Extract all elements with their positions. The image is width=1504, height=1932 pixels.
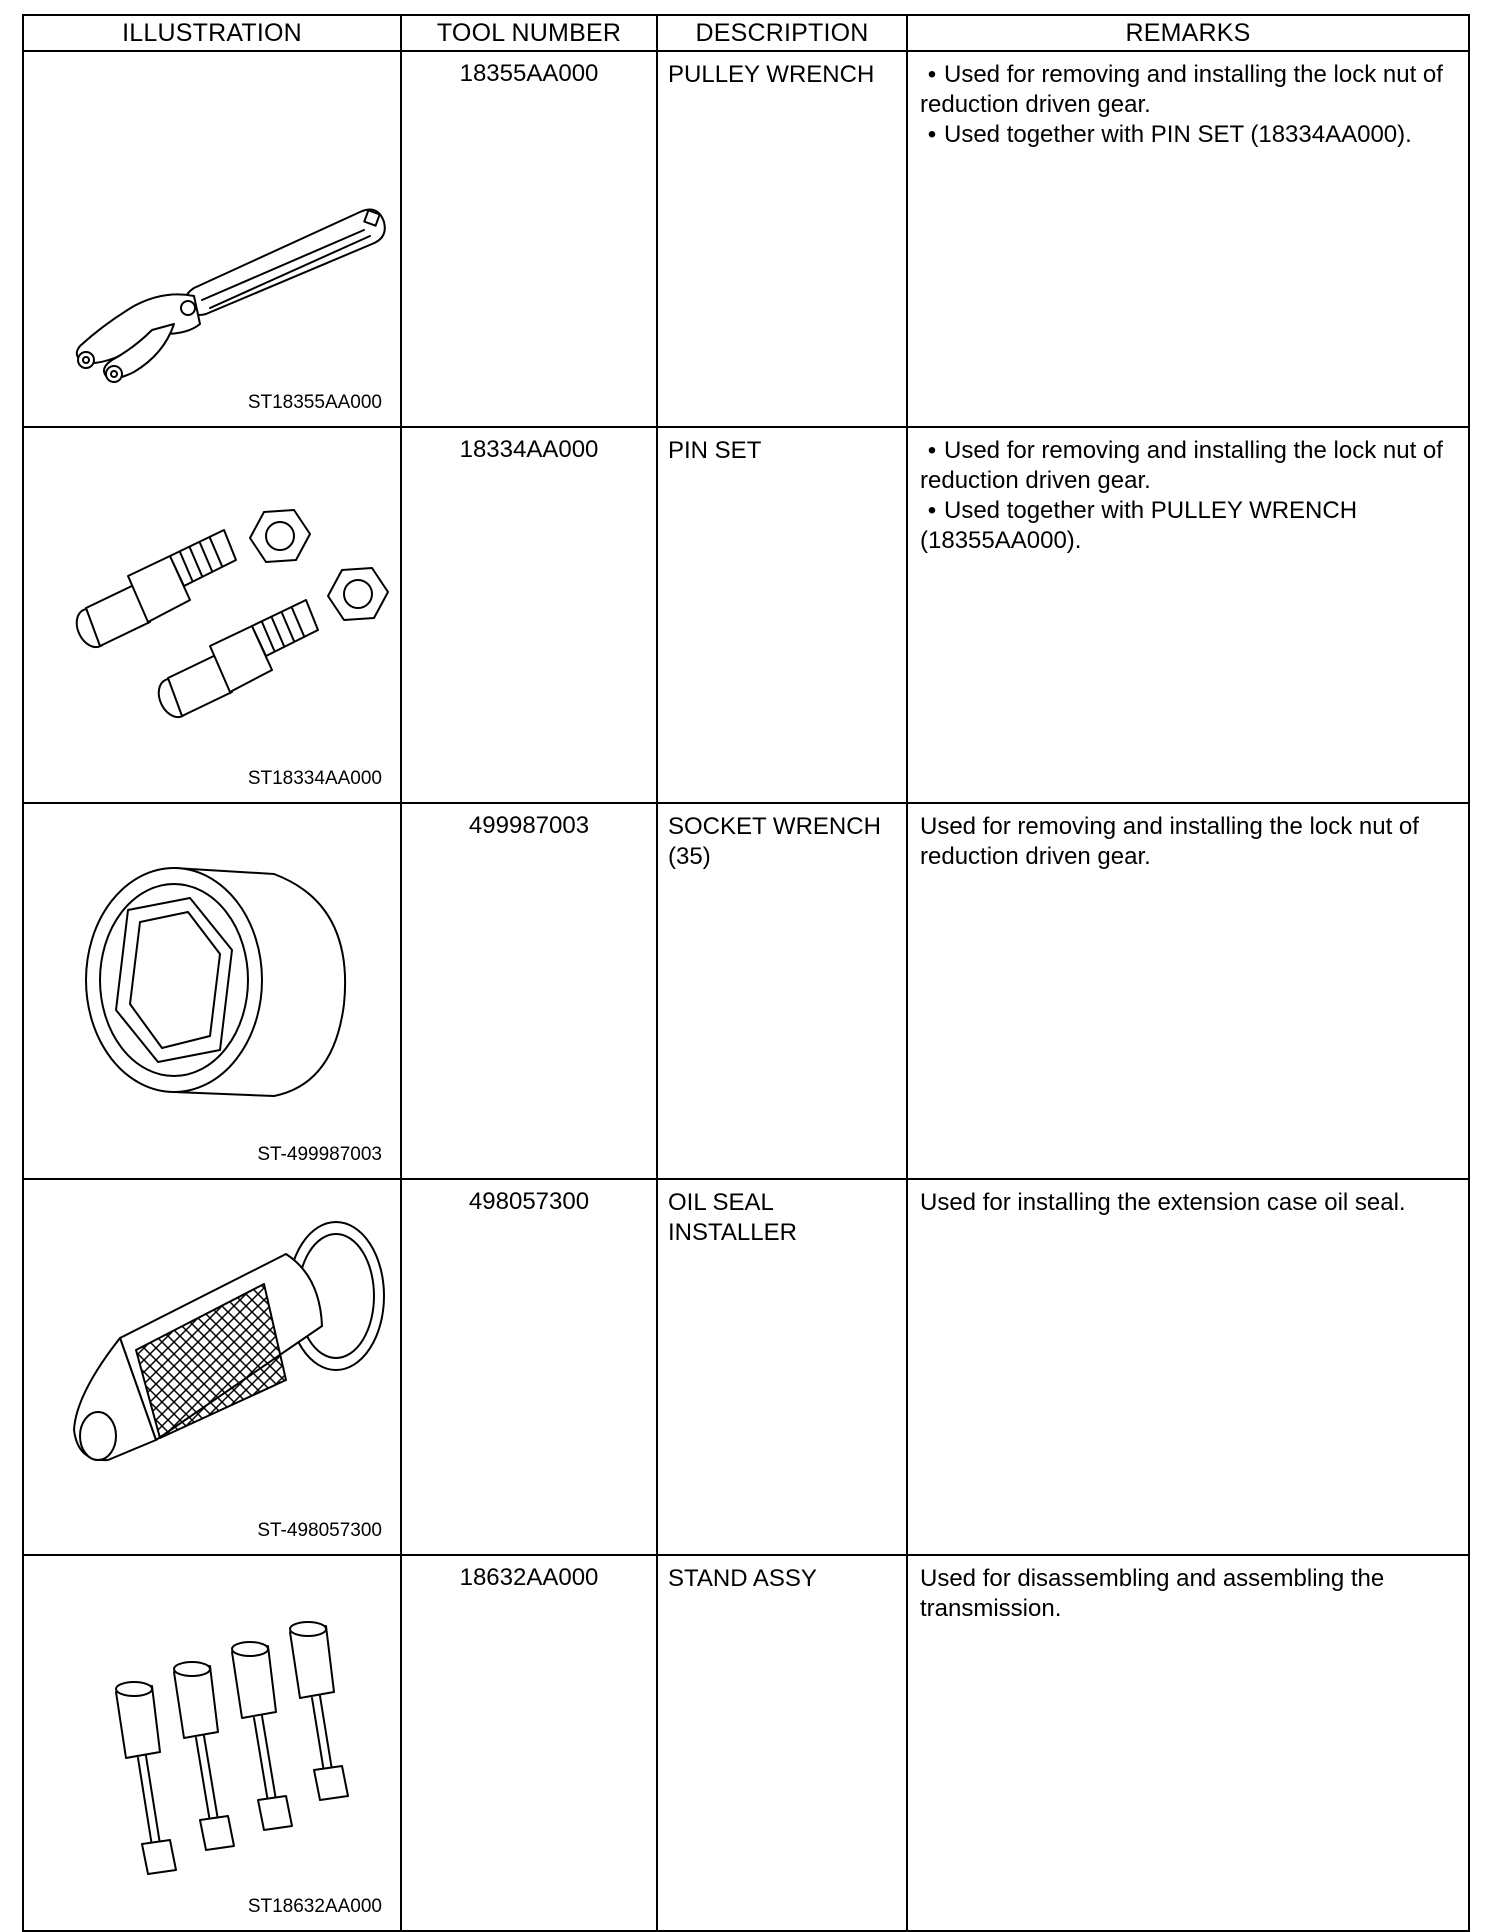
remarks-cell: [907, 1555, 1469, 1931]
pulley-wrench-icon: [24, 52, 402, 418]
illustration-cell: [23, 803, 401, 1179]
tool-description: PULLEY WRENCH: [657, 51, 907, 427]
table-row: [23, 1179, 1469, 1555]
table-row: [23, 803, 1469, 1179]
tool-description: PIN SET: [657, 427, 907, 803]
tool-description: SOCKET WRENCH (35): [657, 803, 907, 1179]
tool-number: 498057300: [401, 1179, 657, 1555]
remarks-cell: [907, 1179, 1469, 1555]
stand-assy-icon: [24, 1556, 402, 1922]
remark-item: • Used for removing and installing the lock nut of reduction driven gear.: [920, 60, 1456, 120]
remark-item: • Used together with PIN SET (18334AA000).: [920, 120, 1456, 150]
oil-seal-installer-icon: [24, 1180, 402, 1546]
illustration-code: ST-498057300: [257, 1520, 382, 1541]
header-remarks: REMARKS: [907, 15, 1469, 51]
header-tool-number: TOOL NUMBER: [401, 15, 657, 51]
header-description: DESCRIPTION: [657, 15, 907, 51]
tool-description: OIL SEAL INSTALLER: [657, 1179, 907, 1555]
tool-number: 18334AA000: [401, 427, 657, 803]
remark-item: Used for removing and installing the lock nut of reduction driven gear.: [920, 813, 1419, 870]
table-row: [23, 1555, 1469, 1931]
socket-wrench-icon: [24, 804, 402, 1170]
remarks-cell: [907, 803, 1469, 1179]
remark-item: • Used for removing and installing the lock nut of reduction driven gear.: [920, 436, 1456, 496]
pin-set-icon: [24, 428, 402, 794]
illustration-code: ST-499987003: [257, 1144, 382, 1165]
remark-item: • Used together with PULLEY WRENCH (18355AA000).: [920, 496, 1456, 556]
table-row: [23, 427, 1469, 803]
illustration-cell: [23, 427, 401, 803]
tool-number: 18355AA000: [401, 51, 657, 427]
table-row: [23, 51, 1469, 427]
tool-number: 18632AA000: [401, 1555, 657, 1931]
table-header-row: [23, 15, 1469, 51]
illustration-code: ST18632AA000: [247, 1896, 382, 1917]
illustration-cell: [23, 51, 401, 427]
header-illustration: ILLUSTRATION: [23, 15, 401, 51]
remark-item: Used for disassembling and assembling the transmission.: [920, 1565, 1385, 1622]
remarks-cell: [907, 427, 1469, 803]
illustration-code: ST18334AA000: [247, 768, 382, 789]
special-tools-table: [22, 14, 1470, 1932]
remark-item: Used for installing the extension case oil seal.: [920, 1189, 1406, 1216]
illustration-cell: [23, 1555, 401, 1931]
tool-number: 499987003: [401, 803, 657, 1179]
illustration-cell: [23, 1179, 401, 1555]
illustration-code: ST18355AA000: [247, 392, 382, 413]
remarks-cell: [907, 51, 1469, 427]
tool-description: STAND ASSY: [657, 1555, 907, 1931]
